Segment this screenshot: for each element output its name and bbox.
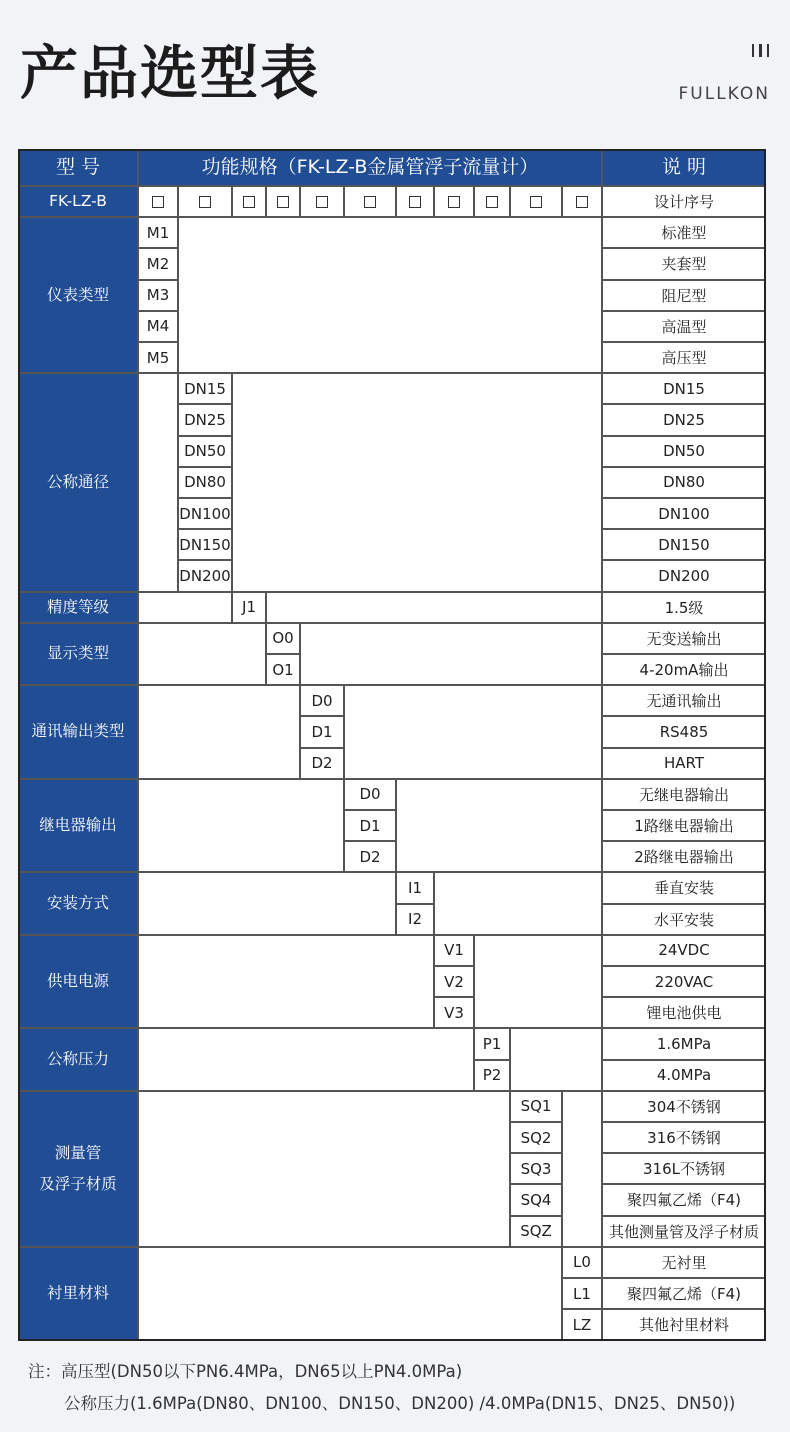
section-name-8: 公称压力 (18, 1028, 138, 1090)
option-code: SQ4 (510, 1184, 562, 1215)
checkbox-icon (152, 196, 164, 208)
checkbox-icon (277, 196, 289, 208)
checkbox-icon (364, 196, 376, 208)
header-desc: 说 明 (602, 149, 766, 186)
option-desc: 24VDC (602, 935, 766, 966)
option-code: M4 (138, 311, 178, 342)
blank-left (138, 872, 396, 934)
option-desc: 其他衬里材料 (602, 1309, 766, 1340)
option-desc: 无继电器输出 (602, 779, 766, 810)
option-code: SQ3 (510, 1153, 562, 1184)
option-code: DN200 (178, 560, 232, 591)
checkbox-icon (316, 196, 328, 208)
brand-name: FULLKON (678, 84, 770, 104)
option-code: P2 (474, 1060, 510, 1091)
note-line-1: 注：高压型(DN50以下PN6.4MPa，DN65以上PN4.0MPa) (28, 1362, 463, 1381)
option-code: V3 (434, 997, 474, 1028)
option-code: M5 (138, 342, 178, 373)
option-code: LZ (562, 1309, 602, 1340)
code-slot-box (138, 186, 178, 217)
option-code: L1 (562, 1278, 602, 1309)
blank-left (138, 623, 266, 685)
option-desc: 304不锈钢 (602, 1091, 766, 1122)
code-slot-box (474, 186, 510, 217)
blank-right (562, 1091, 602, 1247)
option-code: DN15 (178, 373, 232, 404)
option-desc: 316不锈钢 (602, 1122, 766, 1153)
option-desc: 无变送输出 (602, 623, 766, 654)
blank-right (434, 872, 602, 934)
option-desc: RS485 (602, 716, 766, 747)
blank-left (138, 1028, 474, 1090)
option-code: DN25 (178, 404, 232, 435)
blank-right (396, 779, 602, 873)
option-code: SQZ (510, 1216, 562, 1247)
option-desc: DN200 (602, 560, 766, 591)
header-spec: 功能规格（FK-LZ-B金属管浮子流量计） (138, 149, 602, 186)
blank-right (474, 935, 602, 1029)
option-desc: 1路继电器输出 (602, 810, 766, 841)
option-desc: 锂电池供电 (602, 997, 766, 1028)
blank-right (266, 592, 602, 623)
code-slot-box (178, 186, 232, 217)
option-code: M1 (138, 217, 178, 248)
option-desc: 316L不锈钢 (602, 1153, 766, 1184)
section-name-1: 公称通径 (18, 373, 138, 591)
option-desc: DN50 (602, 436, 766, 467)
code-slot-box (300, 186, 344, 217)
option-desc: 垂直安装 (602, 872, 766, 903)
selection-table (18, 149, 766, 1341)
blank-right (344, 685, 602, 779)
option-code: D1 (344, 810, 396, 841)
checkbox-icon (199, 196, 211, 208)
code-slot-box (396, 186, 434, 217)
option-code: L0 (562, 1247, 602, 1278)
code-slot-box (232, 186, 266, 217)
model-code: FK-LZ-B (18, 186, 138, 217)
option-desc: 高压型 (602, 342, 766, 373)
checkbox-icon (409, 196, 421, 208)
section-name-3: 显示类型 (18, 623, 138, 685)
option-code: DN80 (178, 467, 232, 498)
option-code: O0 (266, 623, 300, 654)
option-desc: 标准型 (602, 217, 766, 248)
checkbox-icon (530, 196, 542, 208)
option-code: I1 (396, 872, 434, 903)
option-code: SQ1 (510, 1091, 562, 1122)
option-code: D0 (300, 685, 344, 716)
code-slot-box (344, 186, 396, 217)
blank-left (138, 779, 344, 873)
code-slot-box (510, 186, 562, 217)
option-code: P1 (474, 1028, 510, 1059)
option-desc: 阻尼型 (602, 280, 766, 311)
code-slot-box (434, 186, 474, 217)
option-desc: 1.5级 (602, 592, 766, 623)
note-line-2: 公称压力(1.6MPa(DN80、DN100、DN150、DN200) /4.0MPa(DN15、DN25、DN50)) (64, 1394, 736, 1413)
blank-left (138, 685, 300, 779)
option-code: I2 (396, 904, 434, 935)
option-desc: DN100 (602, 498, 766, 529)
option-desc: DN15 (602, 373, 766, 404)
brand-mark-icon (752, 44, 770, 57)
blank-left (138, 1247, 562, 1341)
option-desc: 220VAC (602, 966, 766, 997)
page-title: 产品选型表 (20, 39, 321, 107)
option-desc: DN80 (602, 467, 766, 498)
section-name-0: 仪表类型 (18, 217, 138, 373)
option-desc: 夹套型 (602, 248, 766, 279)
option-code: M2 (138, 248, 178, 279)
blank-left (138, 935, 434, 1029)
option-code: V1 (434, 935, 474, 966)
section-name-10: 衬里材料 (18, 1247, 138, 1341)
blank-right (510, 1028, 602, 1090)
option-code: D0 (344, 779, 396, 810)
option-code: SQ2 (510, 1122, 562, 1153)
checkbox-icon (486, 196, 498, 208)
option-desc: 4-20mA输出 (602, 654, 766, 685)
section-name-2: 精度等级 (18, 592, 138, 623)
checkbox-icon (576, 196, 588, 208)
option-desc: 聚四氟乙烯（F4) (602, 1278, 766, 1309)
option-desc: HART (602, 748, 766, 779)
blank-left (138, 373, 178, 591)
blank-right (300, 623, 602, 685)
section-name-4: 通讯输出类型 (18, 685, 138, 779)
option-code: O1 (266, 654, 300, 685)
blank-right (232, 373, 602, 591)
header-model: 型 号 (18, 149, 138, 186)
option-code: V2 (434, 966, 474, 997)
option-code: DN100 (178, 498, 232, 529)
option-code: DN150 (178, 529, 232, 560)
option-code: D2 (300, 748, 344, 779)
section-name-5: 继电器输出 (18, 779, 138, 873)
blank-right (178, 217, 602, 373)
option-desc: DN25 (602, 404, 766, 435)
checkbox-icon (448, 196, 460, 208)
blank-left (138, 592, 232, 623)
option-code: D2 (344, 841, 396, 872)
option-desc: 2路继电器输出 (602, 841, 766, 872)
option-desc: 无衬里 (602, 1247, 766, 1278)
option-code: J1 (232, 592, 266, 623)
option-desc: 高温型 (602, 311, 766, 342)
option-desc: 水平安装 (602, 904, 766, 935)
blank-left (138, 1091, 510, 1247)
option-desc: 无通讯输出 (602, 685, 766, 716)
option-desc: DN150 (602, 529, 766, 560)
section-name-6: 安装方式 (18, 872, 138, 934)
option-desc: 1.6MPa (602, 1028, 766, 1059)
option-code: D1 (300, 716, 344, 747)
option-code: DN50 (178, 436, 232, 467)
option-desc: 4.0MPa (602, 1060, 766, 1091)
option-code: M3 (138, 280, 178, 311)
option-desc: 其他测量管及浮子材质 (602, 1216, 766, 1247)
option-desc: 聚四氟乙烯（F4) (602, 1184, 766, 1215)
model-code-desc: 设计序号 (602, 186, 766, 217)
code-slot-box (266, 186, 300, 217)
section-name-7: 供电电源 (18, 935, 138, 1029)
checkbox-icon (243, 196, 255, 208)
code-slot-box (562, 186, 602, 217)
section-name-9: 测量管 及浮子材质 (18, 1091, 138, 1247)
